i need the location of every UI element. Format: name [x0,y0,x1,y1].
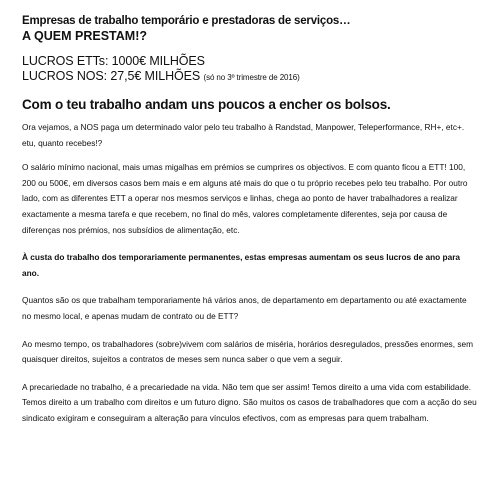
title-line-1: Empresas de trabalho temporário e prestadoras de serviços… [22,15,351,27]
profit-etts: LUCROS ETTs: 1000€ MILHÕES [22,54,205,68]
paragraph-3: À custa do trabalho dos temporariamente permanentes, estas empresas aumentam os seus lucros de ano para ano. [22,252,461,278]
paragraph-1: Ora vejamos, a NOS paga um determinado valor pelo teu trabalho à Randstad, Manpower, Teleperformance, RH+, etc+. etu, quanto recebes!? [22,122,465,148]
profit-nos-note: (só no 3º trimestre de 2016) [203,73,300,82]
paragraph-2: O salário mínimo nacional, mais umas migalhas em prémios se cumprires os objectivos. E com quanto ficou a ETT! 100, 200 ou 500€, em diversos casos bem mais e em alguns até mais do que o tu próprio recebes pelo teu trabalho. Por outro lado, com as diferentes ETT a operar nos mesmos serviços e linhas, chega ao ponto de haver trabalhadores a realizar exactamente a mesma tarefa e que recebem, no final do mês, valores completamente diferentes, seja por causa de diferenças nos prémios, nos subsídios de alimentação, etc. [22,162,468,235]
paragraph-5: Ao mesmo tempo, os trabalhadores (sobre)vivem com salários de miséria, horários desregulados, pressões enormes, sem quaisquer direitos, sujeitos a contratos de meses sem nunca saber o que vem a seguir. [22,338,473,365]
profit-nos: LUCROS NOS: 27,5€ MILHÕES [22,69,201,83]
title-line-2: A QUEM PRESTAM!? [22,29,147,43]
profits-block [22,54,478,85]
paragraph-4: Quantos são os que trabalham temporariamente há vários anos, de departamento em departamento ou até exactamente no mesmo local, e apenas mudam de contrato ou de ETT? [22,295,467,321]
paragraph-6: A precariedade no trabalho, é a precariedade na vida. Não tem que ser assim! Temos direito a uma vida com estabilidade. Temos direito a um trabalho com direitos e um futuro digno. São muitos os casos de trabalhadores que com a acção do seu sindicato exigiram e conseguiram a alteração para vínculos efectivos, com as empresas para quem trabalham. [22,381,477,423]
profit-nos-line [22,69,478,85]
document-title [22,14,478,44]
subheading: Com o teu trabalho andam uns poucos a encher os bolsos. [22,97,391,112]
